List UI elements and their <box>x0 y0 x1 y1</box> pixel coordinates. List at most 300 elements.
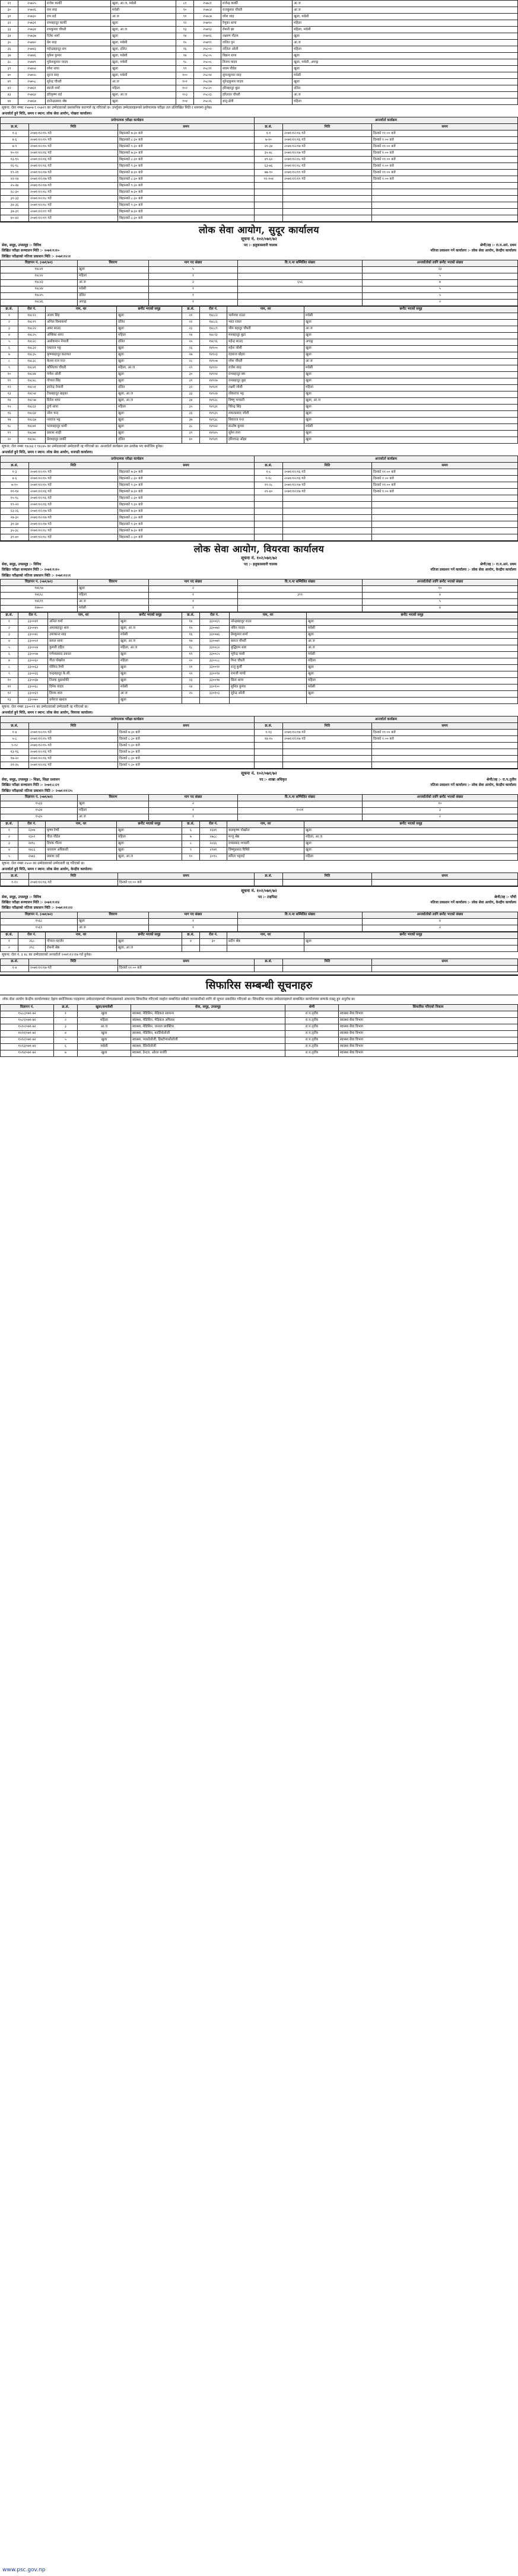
table-row <box>1 638 518 645</box>
table-cell: सुरेन्द्र चौधरी <box>46 79 111 85</box>
table-cell: ९१-१०४ <box>255 176 283 183</box>
table-cell: ३९१ <box>238 592 363 598</box>
table-cell: खुला, मधेसी <box>111 40 176 46</box>
table-cell: विष्णु भण्डारी <box>227 397 304 404</box>
table-cell: मधेसी <box>78 605 149 612</box>
table-cell: २५७३० <box>18 14 46 20</box>
s3-meta <box>0 562 518 568</box>
table-cell: ३३००९१ <box>200 664 230 671</box>
website-url[interactable]: www.psc.gov.np <box>2 2567 46 2573</box>
table-cell: दिनको ११:०० बजे <box>372 469 518 476</box>
recommend-body <box>1 1011 518 1056</box>
table-cell: ३० <box>200 938 227 945</box>
table-cell: २१ <box>182 313 200 319</box>
table-cell: १९-२८ <box>255 482 283 489</box>
table-cell: खुला <box>111 20 176 27</box>
table-cell: खुला, आ.ज <box>117 391 182 397</box>
table-row <box>1 176 518 183</box>
table-cell: १४८७४ <box>18 430 46 437</box>
table-row <box>1 938 518 945</box>
table-cell: दलित <box>117 437 182 443</box>
table-row <box>1 189 518 196</box>
table-row <box>1 384 518 391</box>
table-cell: खुला <box>304 378 518 384</box>
column-header: नाम, थर <box>46 306 117 313</box>
column-header: समय <box>372 723 518 730</box>
table-cell <box>304 945 518 951</box>
table-cell: २२ <box>182 671 200 677</box>
table-cell: ७ <box>1 658 18 664</box>
table-cell: आ.ज <box>307 638 518 645</box>
table-cell: गीता पोखरेल <box>48 658 119 664</box>
s2-line2-right: नतिजा प्रकाशन गर्ने कार्यालय :- लोक सेवा आयोग, केन्द्रीय कार्यालय <box>430 249 516 253</box>
column-header: नाम, थर <box>230 612 307 619</box>
table-cell: २५७६१ <box>18 85 46 92</box>
s2-note: सूचना: रोल नम्बर १४८७३ र १४८७५ का उम्मेदवारको उम्मेदवारी रद्द गरिएको छ। अन्तर्वार्ता कार्यक्रम तल उल्लेख भए बमोजिम हुनेछ। <box>2 444 164 448</box>
table-cell: १६-१८ <box>1 163 29 170</box>
table-cell <box>283 209 372 215</box>
table-cell: दलित <box>78 292 149 299</box>
table-cell: भीम बहादुर चौधरी <box>227 326 304 332</box>
table-cell: २४८६ <box>18 847 46 854</box>
table-cell: १४६९८ <box>1 592 78 598</box>
table-row <box>1 209 518 215</box>
s1-schedule-head-right: अन्तर्वार्ता कार्यक्रम <box>255 117 518 124</box>
s2-exam-line: अन्तर्वार्ता हुने मिति, समय र स्थान: लोक सेवा आयोग, धनगढी कार्यालय। <box>2 451 93 455</box>
table-cell: भरत रावल <box>227 319 304 326</box>
table-cell: अजय सिंह <box>46 313 117 319</box>
table-cell: आ.ज <box>78 279 149 286</box>
column-header: छनौट भएको समूह <box>304 821 518 827</box>
table-cell: खुला <box>304 430 518 437</box>
table-cell: २०७१।१२।१९ गते <box>29 209 118 215</box>
table-cell: खुला <box>307 690 518 697</box>
table-cell: ६५६ <box>238 279 363 286</box>
column-header: समय <box>118 463 255 469</box>
table-cell: बिहानको ७:३० बजे <box>118 508 255 515</box>
table-cell: ९० <box>176 7 194 14</box>
table-cell: आ.ज <box>111 14 176 20</box>
table-cell: ४३ <box>1 92 18 98</box>
table-cell: ३० <box>1 7 18 14</box>
table-cell: आ.ज <box>304 358 518 365</box>
table-cell: खुला, आ.ज <box>117 397 182 404</box>
table-cell: मधेसी <box>78 1043 131 1050</box>
table-cell: विजय यादव <box>221 59 293 66</box>
table-cell: बिहानको ७:३० बजे <box>118 170 255 176</box>
table-cell <box>255 189 283 196</box>
s5-meta <box>0 895 518 900</box>
table-row <box>1 292 518 299</box>
table-cell: दिनको ११:०० बजे <box>118 880 255 886</box>
table-cell: बिहानको ८:३० बजे <box>118 476 255 482</box>
table-cell: २०७१।१२।१५ गते <box>29 476 118 482</box>
table-cell: १ <box>149 814 238 820</box>
table-cell: खुला, आ.ज <box>119 625 182 632</box>
table-cell: ३३००७६ <box>200 632 230 638</box>
table-cell: ५ <box>149 266 238 273</box>
table-cell: १९ <box>1 430 18 437</box>
table-cell: १५९३/०७१-७२ <box>1 1043 54 1050</box>
table-cell: १ <box>1 938 18 945</box>
table-cell: १५८८/०७१-७२ <box>1 1011 54 1017</box>
table-cell: ३३ <box>1 27 18 33</box>
column-header: समय <box>372 124 518 130</box>
s5-result-cols <box>1 932 518 938</box>
table-cell: असोकमान नेपाली <box>46 339 117 345</box>
table-cell: महिला <box>293 20 518 27</box>
table-cell: ३३००६३ <box>18 664 48 671</box>
table-cell: १५३३ <box>1 801 78 807</box>
table-cell: महिला <box>307 658 518 664</box>
table-cell: २०७१।१२।१७ गते <box>29 176 118 183</box>
table-row <box>1 14 518 20</box>
s5-line3: लिखित परीक्षाको नतिजा प्रकाशन मिति :- २०७१।११।२२ <box>2 906 73 910</box>
table-cell: ४९-६२ <box>255 157 283 163</box>
column-header: वि.प.मा सम्मिलित संख्या <box>238 579 363 585</box>
table-cell: मधेसी <box>304 365 518 371</box>
column-header: क्र.सं. <box>1 612 18 619</box>
table-cell: विष्णुप्रसाद घिमिरे <box>227 847 304 854</box>
table-cell: रा.प.तृतीय <box>285 1011 339 1017</box>
column-header: रोल नं. <box>18 821 46 827</box>
s4-quota-table <box>0 794 518 821</box>
column-header: मिति <box>29 124 118 130</box>
table-cell: २५-२७ <box>1 183 29 189</box>
column-header: रोल नं. <box>200 932 227 938</box>
table-cell: १०२ <box>176 85 194 92</box>
table-row <box>1 585 518 592</box>
table-cell: २५७३ <box>18 854 46 860</box>
table-cell: २०७१।१२।१९ गते <box>29 215 118 222</box>
table-cell: ९ <box>1 671 18 677</box>
table-cell: शिवराज पन्त <box>227 417 304 424</box>
table-cell: २५७४३ <box>18 46 46 53</box>
table-cell: सुमनकुमार साह <box>221 72 293 79</box>
table-cell: २०७१।१२।१८ गते <box>29 202 118 209</box>
table-cell: ९१ <box>176 14 194 20</box>
table-cell: धर्मराज खनाल <box>48 697 119 703</box>
table-cell: श्याम पौडेल <box>221 66 293 72</box>
table-cell: कमल थापा <box>48 638 119 645</box>
table-cell: १५-१८ <box>1 495 29 502</box>
table-cell: महिला <box>293 98 518 105</box>
table-cell: १४८९३ <box>200 332 227 339</box>
table-cell: १९-२१ <box>1 170 29 176</box>
table-row <box>1 827 518 834</box>
s4-quota-cols <box>1 794 518 801</box>
table-cell: १४९४५ <box>200 430 227 437</box>
table-row <box>1 847 518 854</box>
table-row <box>1 365 518 371</box>
table-cell: २०७१।१२।१६ गते <box>29 157 118 163</box>
table-cell: २ <box>1 834 18 840</box>
s4-result-table <box>0 821 518 861</box>
table-row <box>1 202 518 209</box>
table-cell: २०७१।१२।१८ गते <box>283 157 372 163</box>
table-cell: २ <box>149 279 238 286</box>
s3-meta-right: श्रेणी/तह :- रा.प.अनं. प्रथम <box>480 563 516 567</box>
table-cell: ३३००९७ <box>200 677 230 684</box>
table-row <box>1 326 518 332</box>
table-cell: ४ <box>1 638 18 645</box>
table-cell: स्वास्थ्य, प्याथोलोजी, हिस्टोप्याथोलोजी <box>131 1037 285 1043</box>
table-cell <box>238 814 363 820</box>
column-header: छनौट भएको समूह <box>117 306 182 313</box>
table-cell: ३४ <box>182 397 200 404</box>
table-cell: दिनको १:०० बजे <box>372 163 518 170</box>
table-cell: आ.ज <box>293 1 518 7</box>
table-cell <box>255 965 283 972</box>
table-cell: दिनको १:०० बजे <box>372 150 518 157</box>
table-cell: २५७५८ <box>18 79 46 85</box>
s3-note: सूचना: रोल नम्बर ३३००९९ का उम्मेदवारको उम्मेदवारी रद्द गरिएको छ। <box>2 705 88 709</box>
column-header: क्र.सं. <box>1 873 29 880</box>
table-cell <box>372 202 518 209</box>
table-cell: १ <box>1 313 18 319</box>
table-cell: उमाकान्त साह <box>48 632 119 638</box>
table-cell: दिनको ८:३० बजे <box>118 756 255 762</box>
table-cell: २५८२० <box>194 85 221 92</box>
table-cell: बिहानको ७:३० बजे <box>118 489 255 495</box>
table-cell: ४ <box>1 847 18 854</box>
column-header: क्र.सं. <box>1 723 29 730</box>
table-cell <box>372 215 518 222</box>
column-header: रोल नं. <box>200 612 230 619</box>
column-header: छनौट भएको समूह <box>117 821 182 827</box>
table-cell: मन्जु श्रेष्ठ <box>227 834 304 840</box>
table-row <box>1 730 518 736</box>
table-cell: २०७१।१२।१६ गते <box>29 749 118 756</box>
table-cell: ६३-७६ <box>255 163 283 170</box>
column-header: वि.प.मा सम्मिलित संख्या <box>238 912 363 918</box>
table-cell <box>307 697 518 703</box>
table-cell <box>372 534 518 541</box>
s3-meta-left: सेवा, समूह, उपसमूह :- विविध <box>2 563 42 567</box>
table-cell: दिनेश यादव <box>48 684 119 690</box>
table-cell: गणेशप्रसाद ढकाल <box>48 651 119 658</box>
table-cell: महिला <box>78 807 149 814</box>
table-cell: रमेश शाह <box>221 14 293 20</box>
table-cell: खुला <box>119 651 182 658</box>
table-row <box>1 834 518 840</box>
s2-meta-right: श्रेणी/तह :- रा.प.अनं. प्रथम <box>480 244 516 248</box>
table-cell: खुला, आ.ज, मधेसी <box>111 1 176 7</box>
table-cell: २५७९० <box>194 20 221 27</box>
table-cell <box>283 183 372 189</box>
table-cell: १७ <box>1 417 18 424</box>
table-cell: १६ <box>1 410 18 417</box>
table-cell: खुला <box>119 671 182 677</box>
table-cell: २ <box>363 925 518 931</box>
column-header: मिति <box>283 873 372 880</box>
table-cell: १४८२८ <box>18 339 46 345</box>
table-cell: १ <box>149 807 238 814</box>
table-cell: महिला <box>304 854 518 860</box>
table-row <box>1 20 518 27</box>
table-cell: २८ <box>182 358 200 365</box>
table-cell: ३३००४५ <box>18 625 48 632</box>
table-cell <box>200 697 230 703</box>
table-cell: अपाङ्ग <box>78 299 149 305</box>
table-cell: ७-२० <box>255 137 283 144</box>
table-cell: १४८७८ <box>18 437 46 443</box>
table-cell: ३३००५१ <box>18 638 48 645</box>
s2-schedule-head-right: अन्तर्वार्ता कार्यक्रम <box>255 456 518 463</box>
table-cell: ७ <box>54 1050 78 1056</box>
table-cell: हरिश्चन्द्र ओझा <box>227 437 304 443</box>
table-row <box>1 697 518 703</box>
column-header: क्र.सं. <box>182 932 200 938</box>
s4-interview-table <box>0 873 518 886</box>
table-cell: मुकेश कुमार <box>46 53 111 59</box>
table-cell: बुद्धिराम थारु <box>230 645 307 651</box>
table-cell: स्वास्थ्य सेवा विभाग <box>339 1024 518 1030</box>
s5-quota-body <box>1 918 518 931</box>
s2-meta-mid: पद :- हलुकासवारी चालक <box>244 244 278 248</box>
table-cell: २४ <box>182 684 200 690</box>
column-header: क्र.सं. <box>255 959 283 965</box>
table-cell: खुला <box>117 326 182 332</box>
s3-line2-right: नतिजा प्रकाशन गर्ने कार्यालय :- लोक सेवा आयोग, केन्द्रीय कार्यालय <box>430 568 516 572</box>
table-row <box>1 266 518 273</box>
table-cell: २०७१।१२।१७ गते <box>283 489 372 495</box>
table-cell: २३ <box>182 677 200 684</box>
table-row <box>1 130 518 137</box>
table-cell <box>255 202 283 209</box>
table-cell <box>238 266 363 273</box>
table-cell: हरिकृष्ण राई <box>46 92 111 98</box>
table-cell: नविन यादव <box>230 625 307 632</box>
table-cell: २६४१ <box>200 827 227 834</box>
table-cell <box>255 534 283 541</box>
table-cell: २५८१७ <box>194 79 221 85</box>
table-cell: ९५ <box>176 40 194 46</box>
table-cell: १-४ <box>1 965 29 972</box>
table-cell: १ <box>1 619 18 625</box>
table-row <box>1 508 518 515</box>
table-cell: ३ <box>54 1024 78 1030</box>
table-cell: २९४१ <box>200 847 227 854</box>
table-cell: ८ <box>182 840 200 847</box>
table-cell: २५७४६ <box>18 53 46 59</box>
table-row <box>1 66 518 72</box>
s1-exam-line: अन्तर्वार्ता हुने मिति, समय र स्थान: लोक सेवा आयोग, पोखरा कार्यालय। <box>2 112 92 116</box>
table-cell: १ <box>149 918 238 925</box>
table-cell: २०७१।१२।१७ गते <box>29 183 118 189</box>
table-cell: २०७१।१२।१६ गते <box>29 880 118 886</box>
table-cell: ६ <box>1 651 18 658</box>
table-cell: खुला <box>293 66 518 72</box>
table-cell <box>238 273 363 279</box>
table-cell <box>238 925 363 931</box>
table-cell <box>255 521 283 528</box>
table-cell: १४९४९ <box>200 437 227 443</box>
table-cell: ५ <box>1 339 18 345</box>
s4-meta-right: श्रेणी/तह :- रा.प.तृतीय <box>486 778 516 782</box>
table-row <box>1 1017 518 1024</box>
table-row <box>1 144 518 150</box>
s4-line3: लिखित परीक्षाको नतिजा प्रकाशन मिति :- २०७१।११।२५ <box>2 789 73 793</box>
column-header: मिति <box>29 959 118 965</box>
table-cell: २०७१।१२।१७ गते <box>283 730 372 736</box>
recommend-cols <box>1 1004 518 1011</box>
table-cell: १०४ <box>176 98 194 105</box>
table-cell <box>255 502 283 508</box>
table-cell: ३२ <box>182 384 200 391</box>
table-cell: खुला <box>78 1050 131 1056</box>
table-cell: २५७६७ <box>18 98 46 105</box>
table-cell: १३-१६ <box>1 749 29 756</box>
table-cell: बिहानको ८:३० बजे <box>118 196 255 202</box>
table-cell: खुला <box>117 371 182 378</box>
s3-schedule-head-left: प्रयोगात्मक परीक्षा कार्यक्रम <box>1 717 255 723</box>
table-cell: १-१ <box>255 130 283 137</box>
table-cell: खुला, मधेसी <box>111 72 176 79</box>
table-row <box>1 319 518 326</box>
table-cell <box>372 756 518 762</box>
table-cell: दिनको १:०० बजे <box>372 176 518 183</box>
table-row <box>1 598 518 605</box>
table-row <box>1 1011 518 1017</box>
table-cell: खुला <box>307 671 518 677</box>
table-cell: ३३००६० <box>18 658 48 664</box>
table-cell <box>238 585 363 592</box>
table-cell: २५७५२ <box>18 66 46 72</box>
table-cell: ९ <box>182 847 200 854</box>
table-row <box>1 339 518 345</box>
table-cell: ३३०१०३ <box>200 690 230 697</box>
table-cell <box>283 215 372 222</box>
table-row <box>1 46 518 53</box>
table-cell: ११ <box>1 378 18 384</box>
table-row <box>1 196 518 202</box>
table-cell <box>372 965 518 972</box>
table-cell: महेन्द्रबहादुर राम <box>46 46 111 53</box>
column-header: माग पद संख्या <box>149 912 238 918</box>
table-row <box>1 157 518 163</box>
table-cell <box>238 292 363 299</box>
table-cell <box>238 605 363 612</box>
s5-result-table <box>0 932 518 952</box>
table-cell: खुला <box>293 53 518 59</box>
s4-meta-2 <box>0 783 518 788</box>
table-cell: खुला <box>304 345 518 352</box>
table-row <box>1 495 518 502</box>
table-cell: २५७५५ <box>18 72 46 79</box>
top-result-table <box>0 0 518 105</box>
s2-banner: लोक सेवा आयोग, सुदूर कार्यालय <box>0 222 518 237</box>
table-cell: ५ <box>1 854 18 860</box>
table-cell <box>255 196 283 202</box>
table-cell: खुला <box>307 632 518 638</box>
table-cell: रामबहादुर कार्की <box>46 20 111 27</box>
table-cell: बिहानको ७:३० बजे <box>118 528 255 534</box>
table-cell: ३१-३४ <box>1 521 29 528</box>
table-cell: खुला, मधेसी <box>293 14 518 20</box>
table-cell: २ <box>363 299 518 305</box>
table-cell: प्रेम साह <box>46 40 111 46</box>
table-cell: ४१ <box>1 79 18 85</box>
recommend-paragraph: लोक सेवा आयोग केन्द्रीय कार्यालयबाट देहाय बमोजिमका पदहरूमा उम्मेदवारहरूको योग्यताक्रमको आधारमा सिफारिस गरिएको व्यहोरा सम्बन्धित सबैको जानकारीको लागि यो सूचना प्रकाशित गरिएको छ। सिफारिस भएका उम्मेदवारहरूले सम्बन्धित कार्यालयमा सम्पर्क राख्नु हुन अनुरोध छ। <box>2 998 355 1002</box>
s3-quota-table <box>0 579 518 612</box>
table-cell: दिनको ८:३० बजे <box>118 736 255 743</box>
table-cell <box>255 508 283 515</box>
table-cell: सुनिल कुमार <box>230 684 307 690</box>
table-cell: १४८४१ <box>1 266 78 273</box>
table-cell: आ.ज <box>78 814 149 820</box>
table-cell: आ.ज <box>111 79 176 85</box>
